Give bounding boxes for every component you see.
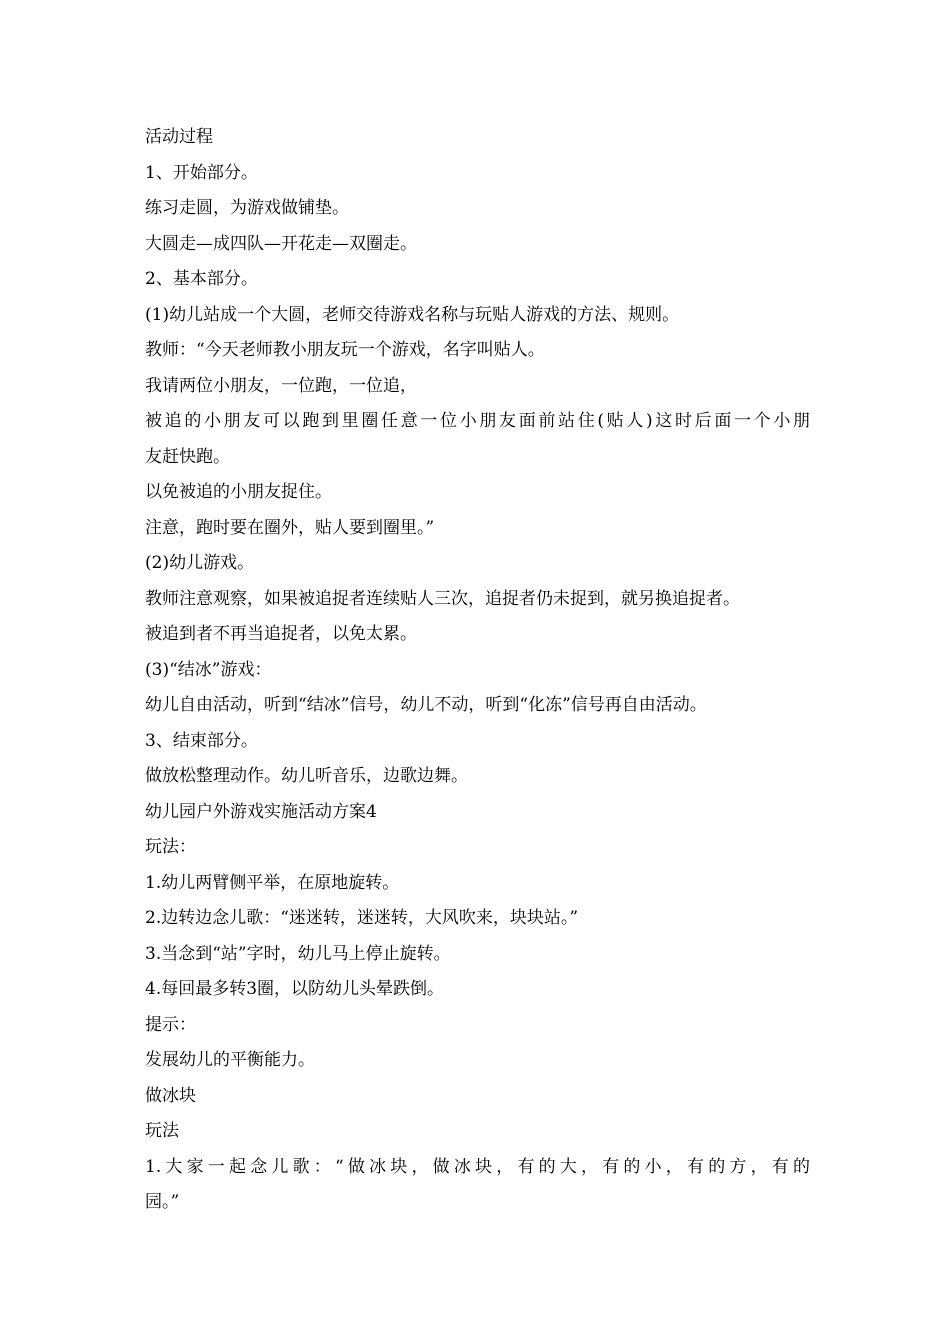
text-line: (1)幼儿站成一个大圆，老师交待游戏名称与玩贴人游戏的方法、规则。 [145, 304, 680, 325]
text-line: 练习走圆，为游戏做铺垫。 [145, 198, 349, 218]
document-page [145, 120, 810, 1221]
text-line: 玩法： [145, 837, 196, 857]
text-line: 教师：“今天老师教小朋友玩一个游戏，名字叫贴人。 [145, 340, 545, 360]
text-line: 注意，跑时要在圈外，贴人要到圈里。” [145, 517, 435, 538]
text-line: 被追到者不再当追捉者，以免太累。 [145, 624, 417, 644]
text-line: 发展幼儿的平衡能力。 [145, 1050, 315, 1070]
text-line: 2.边转边念儿歌：“迷迷转，迷迷转，大风吹来，块块站。” [145, 908, 579, 928]
text-line: 4.每回最多转3圈，以防幼儿头晕跌倒。 [145, 979, 445, 999]
text-line: 1、开始部分。 [145, 162, 258, 183]
text-line: 幼儿自由活动，听到“结冰”信号，幼儿不动，听到“化冻”信号再自由活动。 [145, 695, 707, 715]
text-line: 做放松整理动作。幼儿听音乐，边歌边舞。 [145, 766, 468, 786]
text-line: 3.当念到“站”字时，幼儿马上停止旋转。 [145, 943, 451, 964]
text-line: (2)幼儿游戏。 [145, 553, 255, 573]
text-line: 做冰块 [145, 1085, 196, 1106]
text-line: 提示： [145, 1014, 196, 1035]
section-heading: 幼儿园户外游戏实施活动方案4 [145, 801, 377, 822]
text-line: 友赶快跑。 [145, 446, 230, 467]
text-line: 园。” [145, 1192, 180, 1212]
text-line: (3)“结冰”游戏： [145, 659, 272, 680]
text-line: 1.幼儿两臂侧平举，在原地旋转。 [145, 872, 400, 893]
text-line: 我请两位小朋友，一位跑，一位追， [145, 375, 417, 396]
text-line: 2、基本部分。 [145, 269, 258, 289]
text-line: 教师注意观察，如果被追捉者连续贴人三次，追捉者仍未捉到，就另换追捉者。 [145, 588, 740, 609]
text-line: 活动过程 [145, 127, 213, 147]
text-line: 被追的小朋友可以跑到里圈任意一位小朋友面前站住(贴人)这时后面一个小朋 [145, 411, 810, 431]
text-line: 以免被追的小朋友捉住。 [145, 482, 332, 502]
text-line: 3、结束部分。 [145, 730, 258, 751]
text-line: 大圆走—成四队—开花走—双圈走。 [145, 233, 417, 254]
text-line: 玩法 [145, 1121, 179, 1141]
text-line: 1.大家一起念儿歌：“做冰块，做冰块，有的大，有的小，有的方，有的 [145, 1156, 810, 1177]
